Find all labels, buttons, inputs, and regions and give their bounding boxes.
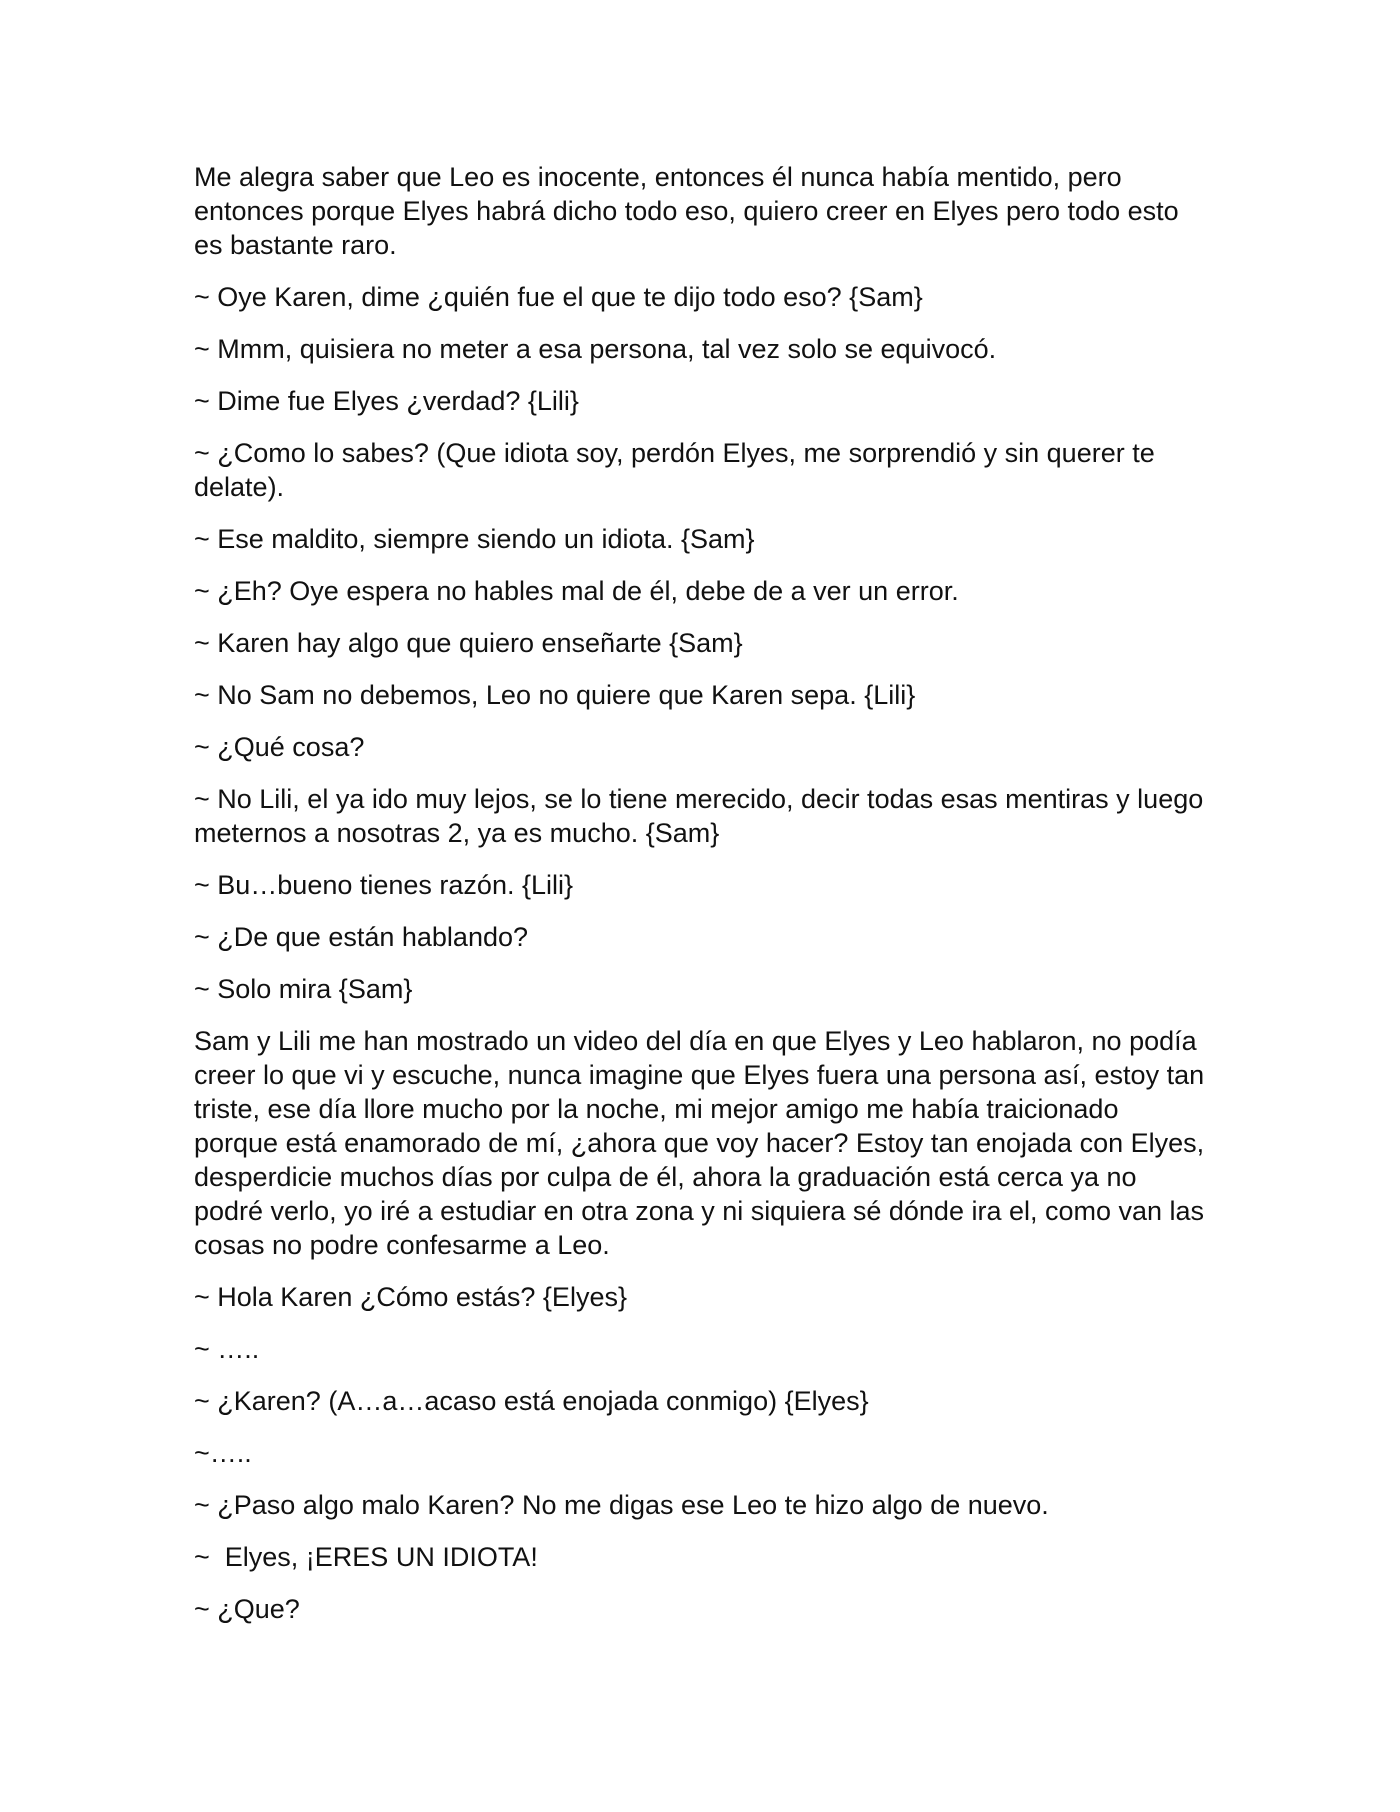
dialogue-line: ~ Ese maldito, siempre siendo un idiota. {Sam} <box>194 524 755 554</box>
dialogue-line: ~ No Lili, el ya ido muy lejos, se lo tiene merecido, decir todas esas mentiras y luego meternos a nosotras 2, ya es mucho. {Sam} <box>194 784 1211 848</box>
dialogue-line: ~ ¿Karen? (A…a…acaso está enojada conmigo) {Elyes} <box>194 1386 869 1416</box>
dialogue-line: ~ Dime fue Elyes ¿verdad? {Lili} <box>194 386 579 416</box>
dialogue-line: ~ ¿Qué cosa? <box>194 732 365 762</box>
dialogue-line: ~ ….. <box>194 1334 260 1364</box>
dialogue-line: ~ Solo mira {Sam} <box>194 974 413 1004</box>
dialogue-line: ~ ¿De que están hablando? <box>194 922 529 952</box>
paragraph: Sam y Lili me han mostrado un video del día en que Elyes y Leo hablaron, no podía creer lo que vi y escuche, nunca imagine que Elyes fuera una persona así, estoy tan triste, ese día llore mucho por la noche, mi mejor amigo me había traicionado porque está enamorado de mí, ¿ahora que voy hacer? Estoy tan enojada con Elyes, desperdicie muchos días por culpa de él, ahora la graduación está cerca ya no podré verlo, yo iré a estudiar en otra zona y ni siquiera sé dónde ira el, como van las cosas no podre confesarme a Leo. <box>194 1026 1212 1260</box>
dialogue-line: ~ Elyes, ¡ERES UN IDIOTA! <box>194 1542 538 1572</box>
dialogue-line: ~….. <box>194 1438 252 1468</box>
dialogue-line: ~ ¿Como lo sabes? (Que idiota soy, perdón Elyes, me sorprendió y sin querer te delate). <box>194 438 1163 502</box>
document-body <box>194 160 1210 1644</box>
dialogue-line: ~ Mmm, quisiera no meter a esa persona, tal vez solo se equivocó. <box>194 334 997 364</box>
dialogue-line: ~ Karen hay algo que quiero enseñarte {Sam} <box>194 628 743 658</box>
dialogue-line: ~ ¿Paso algo malo Karen? No me digas ese Leo te hizo algo de nuevo. <box>194 1490 1049 1520</box>
paragraph: Me alegra saber que Leo es inocente, entonces él nunca había mentido, pero entonces porque Elyes habrá dicho todo eso, quiero creer en Elyes pero todo esto es bastante raro. <box>194 162 1187 260</box>
dialogue-line: ~ Hola Karen ¿Cómo estás? {Elyes} <box>194 1282 627 1312</box>
dialogue-line: ~ ¿Eh? Oye espera no hables mal de él, debe de a ver un error. <box>194 576 959 606</box>
dialogue-line: ~ ¿Que? <box>194 1594 300 1624</box>
dialogue-line: ~ Oye Karen, dime ¿quién fue el que te dijo todo eso? {Sam} <box>194 282 923 312</box>
dialogue-line: ~ Bu…bueno tienes razón. {Lili} <box>194 870 574 900</box>
dialogue-line: ~ No Sam no debemos, Leo no quiere que Karen sepa. {Lili} <box>194 680 916 710</box>
